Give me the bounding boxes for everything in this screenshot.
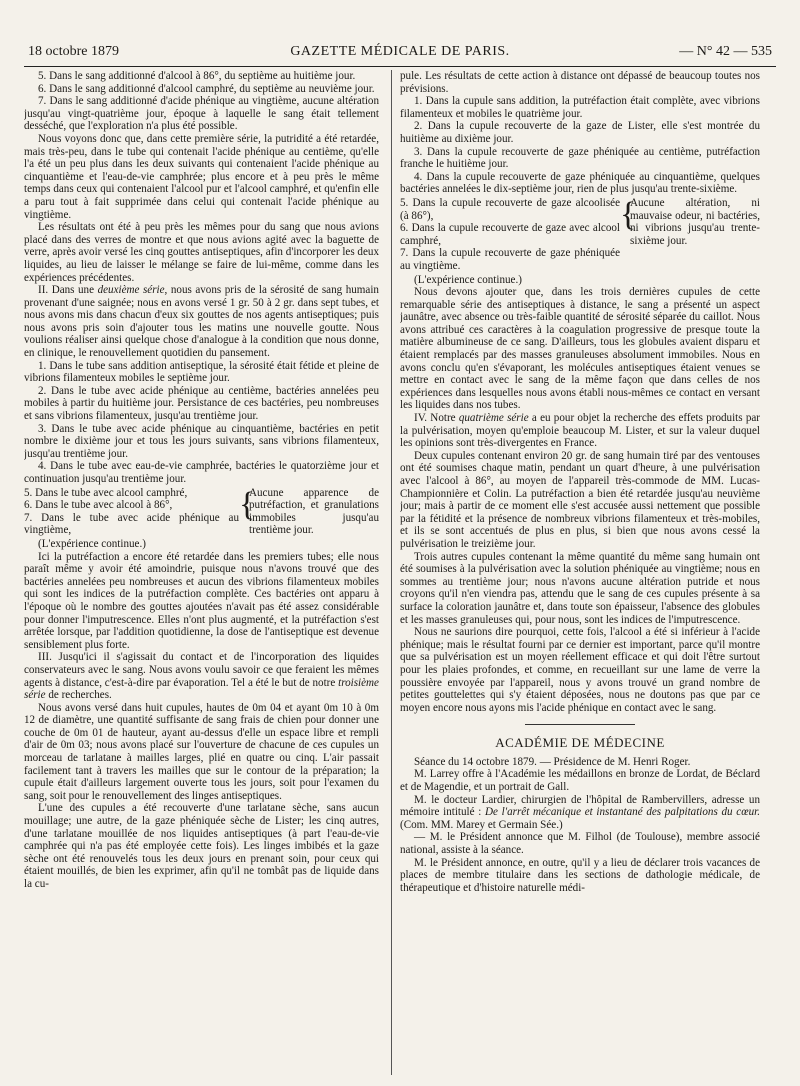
text-run: III. Jusqu'ici il s'agissait du contact et de l'incorporation des liquides conservateurs avec le sang. Nous avons voulu savoir ce que feraient les mêmes agents à distance, c'est-à-dire par évaporation. Tel a été le but de notre: [24, 651, 379, 689]
italic-run: quatrième série: [458, 412, 529, 425]
section-rule: [525, 724, 635, 725]
paragraph: [400, 794, 760, 832]
session-line: Séance du 14 octobre 1879. — Présidence de M. Henri Roger.: [414, 755, 691, 768]
section-title: ACADÉMIE DE MÉDECINE: [495, 735, 665, 751]
paragraph: 7. Dans le sang additionné d'acide phénique au vingtième, aucune altération jusqu'au vingt-quatrième jour, époque à laquelle le sang était tellement desséché, que l'exploration n'a plus été possible.: [24, 95, 379, 133]
brace-glyph: {: [620, 195, 637, 233]
paragraph: 1. Dans le tube sans addition antiseptique, la sérosité était fétide et pleine de vibrions filamenteux mobiles le septième jour.: [24, 359, 379, 385]
header-rule: [24, 66, 776, 67]
italic-run: deuxième série: [97, 284, 165, 297]
paragraph: 3. Dans le tube avec acide phénique au cinquantième, bactéries en petit nombre le dixième jour et tous les jours suivants, sans vibrions filamenteux, jusqu'au trentième jour.: [24, 422, 379, 460]
paragraph: Nous voyons donc que, dans cette première série, la putridité a été retardée, mais très-peu, dans le tube qui contenait l'acide phénique au centième, qu'elle l'a été un peu plus dans les deux suivants qui contenaient l'acide phénique au cinquantième et l'eau-de-vie camphrée; plus encore et à peu près le même temps dans ceux qui contenaient l'alcool pur et l'alcool camphré, et qu'enfin elle a paru tout à fait supprimée dans celui qui contenait l'acide phénique au vingtième.: [24, 132, 379, 221]
list-note: Aucune apparence de putréfaction, et granulations immobiles jusqu'au trentième jour.: [249, 486, 379, 537]
paragraph: 4. Dans le tube avec eau-de-vie camphrée, bactéries le quatorzième jour et continuation jusqu'au trentième jour.: [24, 460, 379, 485]
left-column: [24, 70, 379, 1080]
text-run: M. le docteur Lardier, chirurgien de l'hôpital de Rambervillers, adresse un mémoire intitulé :: [400, 793, 760, 819]
braced-list: [24, 487, 379, 537]
paragraph: [400, 412, 760, 450]
right-column: [400, 70, 760, 1080]
journal-title: GAZETTE MÉDICALE DE PARIS.: [290, 44, 510, 59]
paragraph: [24, 284, 379, 360]
paragraph: Les résultats ont été à peu près les mêmes pour du sang que nous avions placé dans des verres de montre et que nous avions agité avec la baguette de verre, après avoir versé les cinq gouttes antiseptiques, afin d'incorporer les deux liquides, au lieu de laisser le mélange se faire de lui-même, comme dans les expériences précédentes.: [24, 221, 379, 284]
brace-glyph: {: [239, 485, 256, 523]
italic-run: De l'arrêt mécanique et instantané des palpitations du cœur.: [485, 806, 760, 819]
paragraph: 6. Dans le sang additionné d'alcool camphré, du septième au neuvième jour.: [38, 82, 375, 95]
paragraph: Trois autres cupules contenant la même quantité du même sang humain ont été soumises à la pulvérisation avec la solution phéniquée au vingtième; nous en sommes au trentième jour; nous n'avons aucune altération putride et nous croyons qu'il n'en viendra pas, attendu que le sang de ces cupules présente à sa surface la coloration jaunâtre et, dans toute son épaisseur, l'absence des globules et les masses granuleuses qui, pour nous, sont les indices de l'imputrescence.: [400, 550, 760, 626]
list-item: 5. Dans le tube avec alcool camphré,: [24, 486, 188, 499]
paragraph: 3. Dans la cupule recouverte de gaze phéniquée au centième, putréfaction franche le huitième jour.: [400, 145, 760, 171]
text-run: II. Dans une: [38, 284, 98, 297]
list-note: Aucune altération, ni mauvaise odeur, ni bactéries, ni vibrions jusqu'au trente-sixième jour.: [630, 196, 760, 247]
list-item: 7. Dans le tube avec acide phénique au vingtième,: [24, 511, 239, 537]
list-item: 6. Dans la cupule recouverte de gaze avec alcool camphré,: [400, 222, 620, 247]
text-run: , nous avons pris de la sérosité de sang humain provenant d'une saignée; nous en avons versé 1 gr. 50 à 2 gr. dans sept tubes, et nous avons mis dans chacun d'eux six gouttes de nos agents antiseptiques; puis nous avons pris soin d'ajouter tous les matins une nouvelle goutte. Nous voulions réaliser ainsi quelque chose d'analogue à la condition que nous donne, en clinique, le renouvellement quotidien du pansement.: [24, 284, 379, 360]
paragraph: 1. Dans la cupule sans addition, la putréfaction était complète, avec vibrions filamenteux et mobiles le quatrième jour.: [400, 95, 760, 120]
text-run: a eu pour objet la recherche des effets produits par la pulvérisation, moyen qu'emploie beaucoup M. Lister, et sur la valeur duquel les opinions sont très-divergentes en France.: [400, 412, 760, 450]
experiment-note: (L'expérience continue.): [38, 537, 146, 550]
paragraph: 2. Dans la cupule recouverte de la gaze de Lister, elle s'est montrée du huitième au dixième jour.: [400, 120, 760, 145]
page-header: [28, 44, 772, 68]
paragraph: 4. Dans la cupule recouverte de gaze phéniquée au cinquantième, quelques bactéries annelées le dix-septième jour, rien de plus jusqu'au trente-sixième.: [400, 170, 760, 196]
paragraph: M. Larrey offre à l'Académie les médaillons en bronze de Lordat, de Béclard et de Magendie, et un portrait de Gall.: [400, 768, 760, 794]
paragraph: — M. le Président annonce que M. Filhol (de Toulouse), membre associé national, assiste à la séance.: [400, 831, 760, 857]
paragraph: Nous avons versé dans huit cupules, hautes de 0m 04 et ayant 0m 10 à 0m 12 de diamètre, une quantité suffisante de sang frais de chien pour donner une couche de 0m 01 de hauteur, ayant au-dessus d'elle un espace libre et rempli d'air de 0m 03; nous avons placé sur l'ouverture de chacune de ces cupules un morceau de tarlatane à mailles larges, plié en quatre ou cinq. L'air passait facilement tant à travers les mailles que sur le contour de la préparation; la cupule était d'ailleurs largement ouverte tous les jours, soit pour l'examen du sang, soit pour le renouvellement des linges antiseptiques.: [24, 701, 379, 802]
column-divider: [391, 70, 392, 1075]
paragraph: Nous devons ajouter que, dans les trois dernières cupules de cette remarquable série des antiseptiques à distance, le sang a présenté un aspect jaunâtre, avec absence ou très-faible quantité de sérosité séparée du caillot. Nous avons attribué ces caractères à la coagulation progressive de presque toute la matière albumineuse de ce sang. D'ailleurs, tous les globules avaient disparu et étaient remplacés par des masses granuleuses absolument immobiles. Nous en avons conclu qu'en s'évaporant, les molécules antiseptiques étaient venues se mettre en contact avec le sang de la même façon que dans celles de nos expériences dans lesquelles nous avons établi nous-mêmes ce contact en versant les liquides dans nos tubes.: [400, 286, 760, 412]
text-run: (Com. MM. Marey et Germain Sée.): [400, 818, 563, 831]
issue-date: 18 octobre 1879: [28, 44, 119, 59]
text-run: IV. Notre: [414, 412, 459, 425]
paragraph: L'une des cupules a été recouverte d'une tarlatane sèche, sans aucun mouillage; une autre, de la gaze phéniquée sèche de Lister; les cinq autres, d'une tarlatane mouillée de nos liquides antiseptiques (à part l'eau-de-vie camphrée qui n'a pas été employée cette fois). Les linges imbibés et la gaze sèche ont été renouvelés tous les deux jours en prenant soin, pour ceux qui étaient mouillés, de bien les exprimer, afin qu'il ne tombât pas de liquide dans la cu-: [24, 802, 379, 890]
paragraph: Deux cupules contenant environ 20 gr. de sang humain tiré par des ventouses ont été soumises chaque matin, pendant un quart d'heure, à une pulvérisation avec l'alcool à 86°, au moyen de l'appareil très-commode de MM. Lucas-Championnière et Colin. La putréfaction a bien été retardée jusqu'au neuvième jour; mais à partir de ce moment elle s'est accusée aussi nettement que possible par la fétidité et la présence de nombreux vibrions filamenteux et très-mobiles, et ils se sont accentués de plus en plus, si bien que nous avons cessé la pulvérisation le treizième jour.: [400, 449, 760, 550]
list-item: 6. Dans le tube avec alcool à 86°,: [24, 499, 173, 512]
paragraph: M. le Président annonce, en outre, qu'il y a lieu de déclarer trois vacances de places de membre titulaire dans les sections de dathologie médicale, de thérapeutique et d'histoire naturelle médi-: [400, 856, 760, 894]
experiment-note: (L'expérience continue.): [414, 273, 522, 286]
paragraph: 5. Dans le sang additionné d'alcool à 86°, du septième au huitième jour.: [38, 70, 356, 82]
paragraph: [24, 651, 379, 701]
italic-run: troisième série: [24, 676, 379, 702]
text-run: de recherches.: [45, 689, 112, 702]
list-item: 7. Dans la cupule recouverte de gaze phéniquée au vingtième.: [400, 247, 620, 272]
braced-list: [400, 197, 760, 273]
issue-number: — N° 42 — 535: [679, 44, 772, 59]
paragraph: Nous ne saurions dire pourquoi, cette fois, l'alcool a été si inférieur à l'acide phénique; mais le résultat fourni par ce dernier est important, parce qu'il montre que sa pulvérisation est un moyen réellement efficace et qui doit l'être surtout pour les plaies profondes, et comme, en recueillant sur une lame de verre la poussière envoyée par l'appareil, nous y avons trouvé un grand nombre de petites gouttelettes qui s'y étaient déposées, nous ne doutons pas que par ce moyen encore nous ayons mis l'acide phénique en contact avec le sang.: [400, 626, 760, 714]
list-item: 5. Dans la cupule recouverte de gaze alcoolisée (à 86°),: [400, 196, 620, 222]
paragraph: Ici la putréfaction a encore été retardée dans les premiers tubes; elle nous paraît même y avoir été amoindrie, puisque nous n'avons trouvé que des bactéries annelées peu nombreuses et aucun des vibrions filamenteux mobiles qui sont les indices de la putréfaction complète. Ces bactéries ont apparu à l'époque où le nombre des gouttes ajoutées n'avait pas été assez considérable pour donner l'imputrescence. Elles n'ont plus augmenté, et la putréfaction s'est arrêtée lorsque, par l'addition quotidienne, la dose de l'antiseptique est devenue sensiblement plus forte.: [24, 550, 379, 651]
paragraph: pule. Les résultats de cette action à distance ont dépassé de beaucoup toutes nos prévisions.: [400, 70, 760, 95]
paragraph: 2. Dans le tube avec acide phénique au centième, bactéries annelées peu mobiles à partir du huitième jour. Persistance de ces bactéries, peu nombreuses et sans vibrions filamenteux, jusqu'au trentième jour.: [24, 384, 379, 423]
